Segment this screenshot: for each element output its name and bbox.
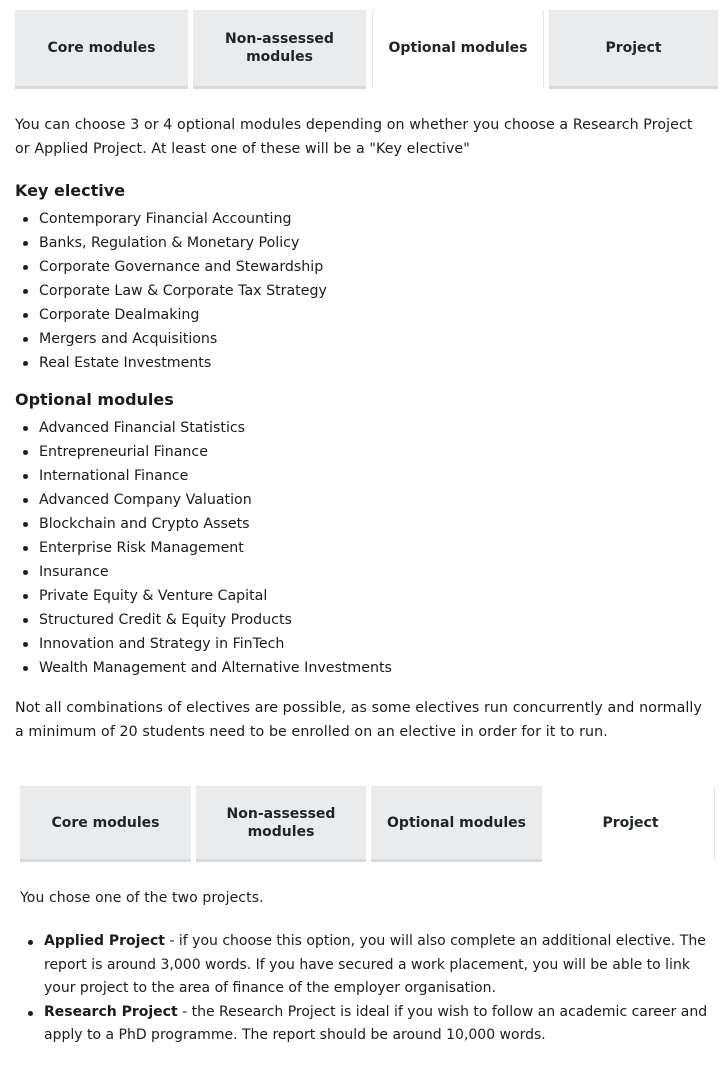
list-item: Wealth Management and Alternative Investments [20,656,392,680]
project-section [0,776,728,1043]
list-item: Blockchain and Crypto Assets [20,512,392,536]
list-item: Real Estate Investments [20,351,327,375]
list-item: Private Equity & Venture Capital [20,584,392,608]
list-item: Mergers and Acquisitions [20,327,327,351]
tab-optional-modules[interactable]: Optional modules [372,10,544,89]
list-item: Structured Credit & Equity Products [20,608,392,632]
list-item: Contemporary Financial Accounting [20,207,327,231]
project-description: - the Research Project is ideal if you wish to follow an academic career and apply to a PhD programme. The report should be around 10,000 words. [44,1003,708,1043]
list-item [25,930,710,1001]
tab-core-modules[interactable]: Core modules [20,786,191,862]
tab-bar [0,0,728,88]
list-item: Entrepreneurial Finance [20,440,392,464]
list-item: Corporate Law & Corporate Tax Strategy [20,279,327,303]
list-item: Banks, Regulation & Monetary Policy [20,231,327,255]
list-item: Innovation and Strategy in FinTech [20,632,392,656]
optional-modules-heading: Optional modules [15,390,174,409]
electives-note-text: Not all combinations of electives are possible, as some electives run concurrently and normally a minimum of 20 students need to be enrolled on an elective in order for it to run. [15,700,702,740]
tab-bar [0,776,728,864]
key-elective-list [20,207,327,375]
project-description: - if you choose this option, you will also complete an additional elective. The report is around 3,000 words. If you have secured a work placement, you will be able to link your project to the area of finance of the employer organisation. [44,933,706,996]
key-elective-heading: Key elective [15,181,126,200]
project-list [25,930,710,1048]
project-title: Applied Project [44,933,165,949]
optional-intro-text: You can choose 3 or 4 optional modules depending on whether you choose a Research Project or Applied Project. At least one of these will be a "Key elective" [15,117,693,157]
list-item: Corporate Governance and Stewardship [20,255,327,279]
list-item: Enterprise Risk Management [20,536,392,560]
list-item: Insurance [20,560,392,584]
optional-modules-list [20,416,392,680]
project-intro-text: You chose one of the two projects. [20,890,264,906]
list-item: International Finance [20,464,392,488]
list-item [25,1001,710,1048]
tab-non-assessed-modules[interactable]: Non-assessed modules [196,786,366,862]
tab-core-modules[interactable]: Core modules [15,10,188,89]
tab-project[interactable]: Project [549,10,718,89]
list-item: Corporate Dealmaking [20,303,327,327]
list-item: Advanced Financial Statistics [20,416,392,440]
tab-project[interactable]: Project [547,786,715,862]
tab-optional-modules[interactable]: Optional modules [371,786,542,862]
project-title: Research Project [44,1003,178,1020]
list-item: Advanced Company Valuation [20,488,392,512]
tab-non-assessed-modules[interactable]: Non-assessed modules [193,10,366,89]
